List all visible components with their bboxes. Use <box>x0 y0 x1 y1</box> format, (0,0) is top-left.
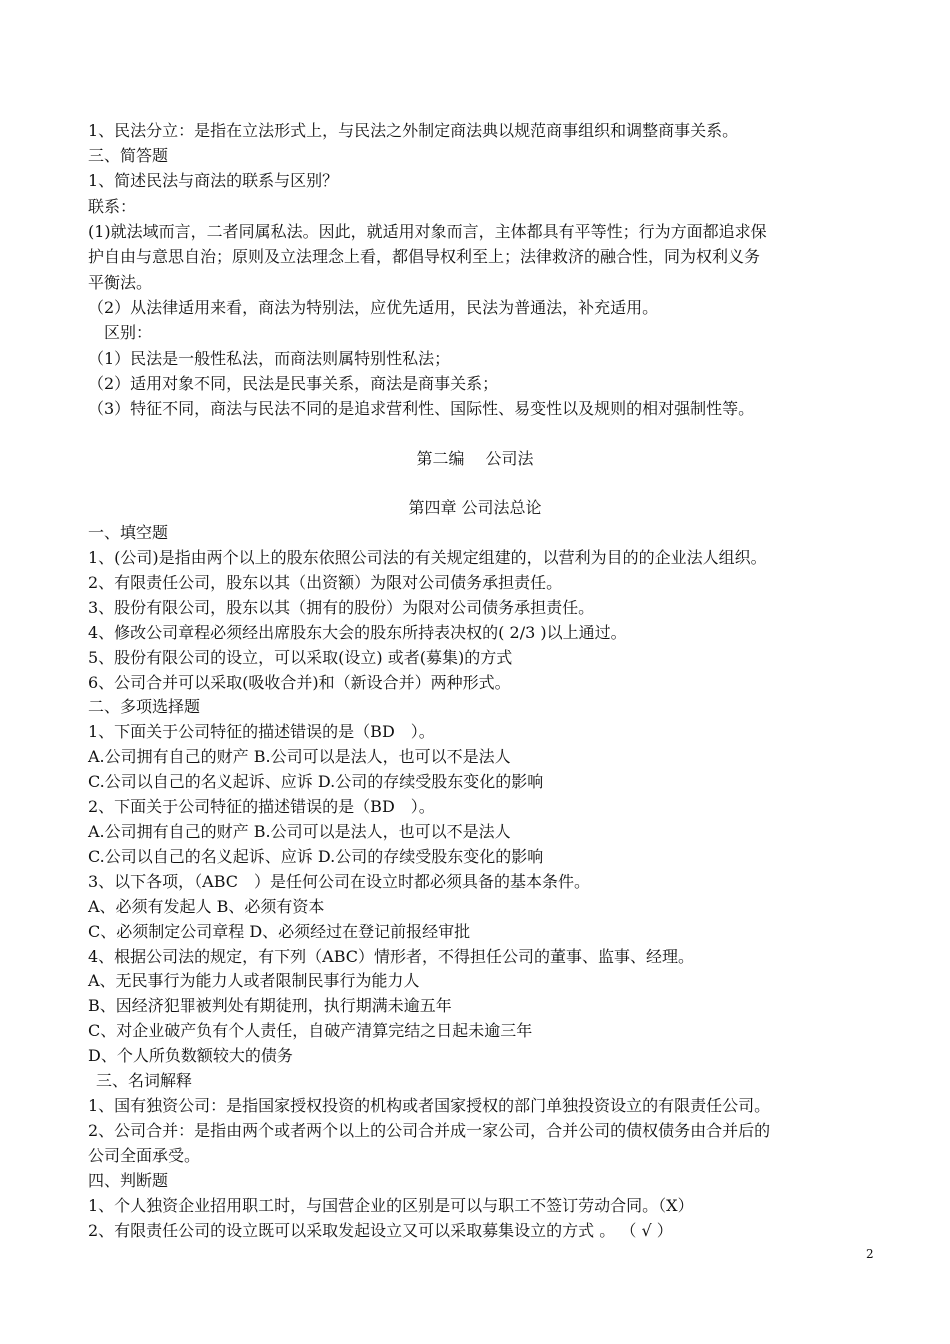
text-line: 3、股份有限公司，股东以其（拥有的股份）为限对公司债务承担责任。 <box>88 598 595 617</box>
question: 1、简述民法与商法的联系与区别？ <box>88 171 339 190</box>
text-line: （1）民法是一般性私法，而商法则属特别性私法； <box>88 349 451 368</box>
text-line: （3）特征不同，商法与民法不同的是追求营利性、国际性、易变性以及规则的相对强制性等。 <box>88 399 755 418</box>
option-line: C.公司以自己的名义起诉、应诉 D.公司的存续受股东变化的影响 <box>88 772 544 791</box>
text-line: 联系： <box>88 197 137 216</box>
text-line: 6、公司合并可以采取(吸收合并)和（新设合并）两种形式。 <box>88 673 511 692</box>
text-line: 护自由与意思自治；原则及立法理念上看，都倡导权利至上；法律救济的融合性，同为权利义务 <box>88 247 761 266</box>
option-line: B、因经济犯罪被判处有期徒刑，执行期满未逾五年 <box>88 996 452 1015</box>
text-line: 1、国有独资公司：是指国家授权投资的机构或者国家授权的部门单独投资设立的有限责任公司。 <box>88 1096 771 1115</box>
chapter-title: 第四章 公司法总论 <box>408 498 542 517</box>
text-line: 平衡法。 <box>88 273 153 292</box>
option-line: A、无民事行为能力人或者限制民事行为能力人 <box>88 971 420 990</box>
part-title: 第二编 公司法 <box>416 449 534 468</box>
text-line: 4、修改公司章程必须经出席股东大会的股东所持表决权的( 2/3 )以上通过。 <box>88 623 627 642</box>
text-line: 公司全面承受。 <box>88 1146 201 1165</box>
text-line: 5、股份有限公司的设立，可以采取(设立) 或者(募集)的方式 <box>88 648 513 667</box>
section-heading: 二、多项选择题 <box>88 697 201 716</box>
option-line: C、必须制定公司章程 D、必须经过在登记前报经审批 <box>88 922 471 941</box>
text-line: 2、有限责任公司，股东以其（出资额）为限对公司债务承担责任。 <box>88 573 563 592</box>
option-line: A.公司拥有自己的财产 B.公司可以是法人，也可以不是法人 <box>88 747 511 766</box>
question: 3、以下各项，（ABC ）是任何公司在设立时都必须具备的基本条件。 <box>88 872 591 891</box>
text-line: 1、(公司)是指由两个以上的股东依照公司法的有关规定组建的，以营利为目的的企业法人组织。 <box>88 548 767 567</box>
option-line: D、个人所负数额较大的债务 <box>88 1046 293 1065</box>
text-line: (1)就法域而言，二者同属私法。因此，就适用对象而言，主体都具有平等性；行为方面都追求保 <box>88 222 767 241</box>
text-line: （2）从法律适用来看，商法为特别法，应优先适用，民法为普通法，补充适用。 <box>88 298 659 317</box>
question: 2、下面关于公司特征的描述错误的是（BD ）。 <box>88 797 435 816</box>
section-heading: 一、填空题 <box>88 523 169 542</box>
option-line: A.公司拥有自己的财产 B.公司可以是法人，也可以不是法人 <box>88 822 511 841</box>
text-line: （2）适用对象不同，民法是民事关系，商法是商事关系； <box>88 374 499 393</box>
section-heading: 四、判断题 <box>88 1171 169 1190</box>
text-line: 2、有限责任公司的设立既可以采取发起设立又可以采取募集设立的方式 。 （ √ ） <box>88 1221 673 1240</box>
text-line: 1、个人独资企业招用职工时，与国营企业的区别是可以与职工不签订劳动合同。（X） <box>88 1196 694 1215</box>
option-line: C、对企业破产负有个人责任，自破产清算完结之日起未逾三年 <box>88 1021 533 1040</box>
question: 1、下面关于公司特征的描述错误的是（BD ）。 <box>88 722 435 741</box>
page-number: 2 <box>866 1247 874 1261</box>
section-heading: 三、名词解释 <box>96 1071 193 1090</box>
text-line: 2、公司合并：是指由两个或者两个以上的公司合并成一家公司，合并公司的债权债务由合并后的 <box>88 1121 771 1140</box>
option-line: C.公司以自己的名义起诉、应诉 D.公司的存续受股东变化的影响 <box>88 847 544 866</box>
text-line: 区别： <box>104 323 153 342</box>
text-line: 1、民法分立：是指在立法形式上，与民法之外制定商法典以规范商事组织和调整商事关系。 <box>88 121 739 140</box>
section-heading: 三、简答题 <box>88 146 169 165</box>
option-line: A、必须有发起人 B、必须有资本 <box>88 897 325 916</box>
question: 4、根据公司法的规定，有下列（ABC）情形者，不得担任公司的董事、监事、经理。 <box>88 947 695 966</box>
